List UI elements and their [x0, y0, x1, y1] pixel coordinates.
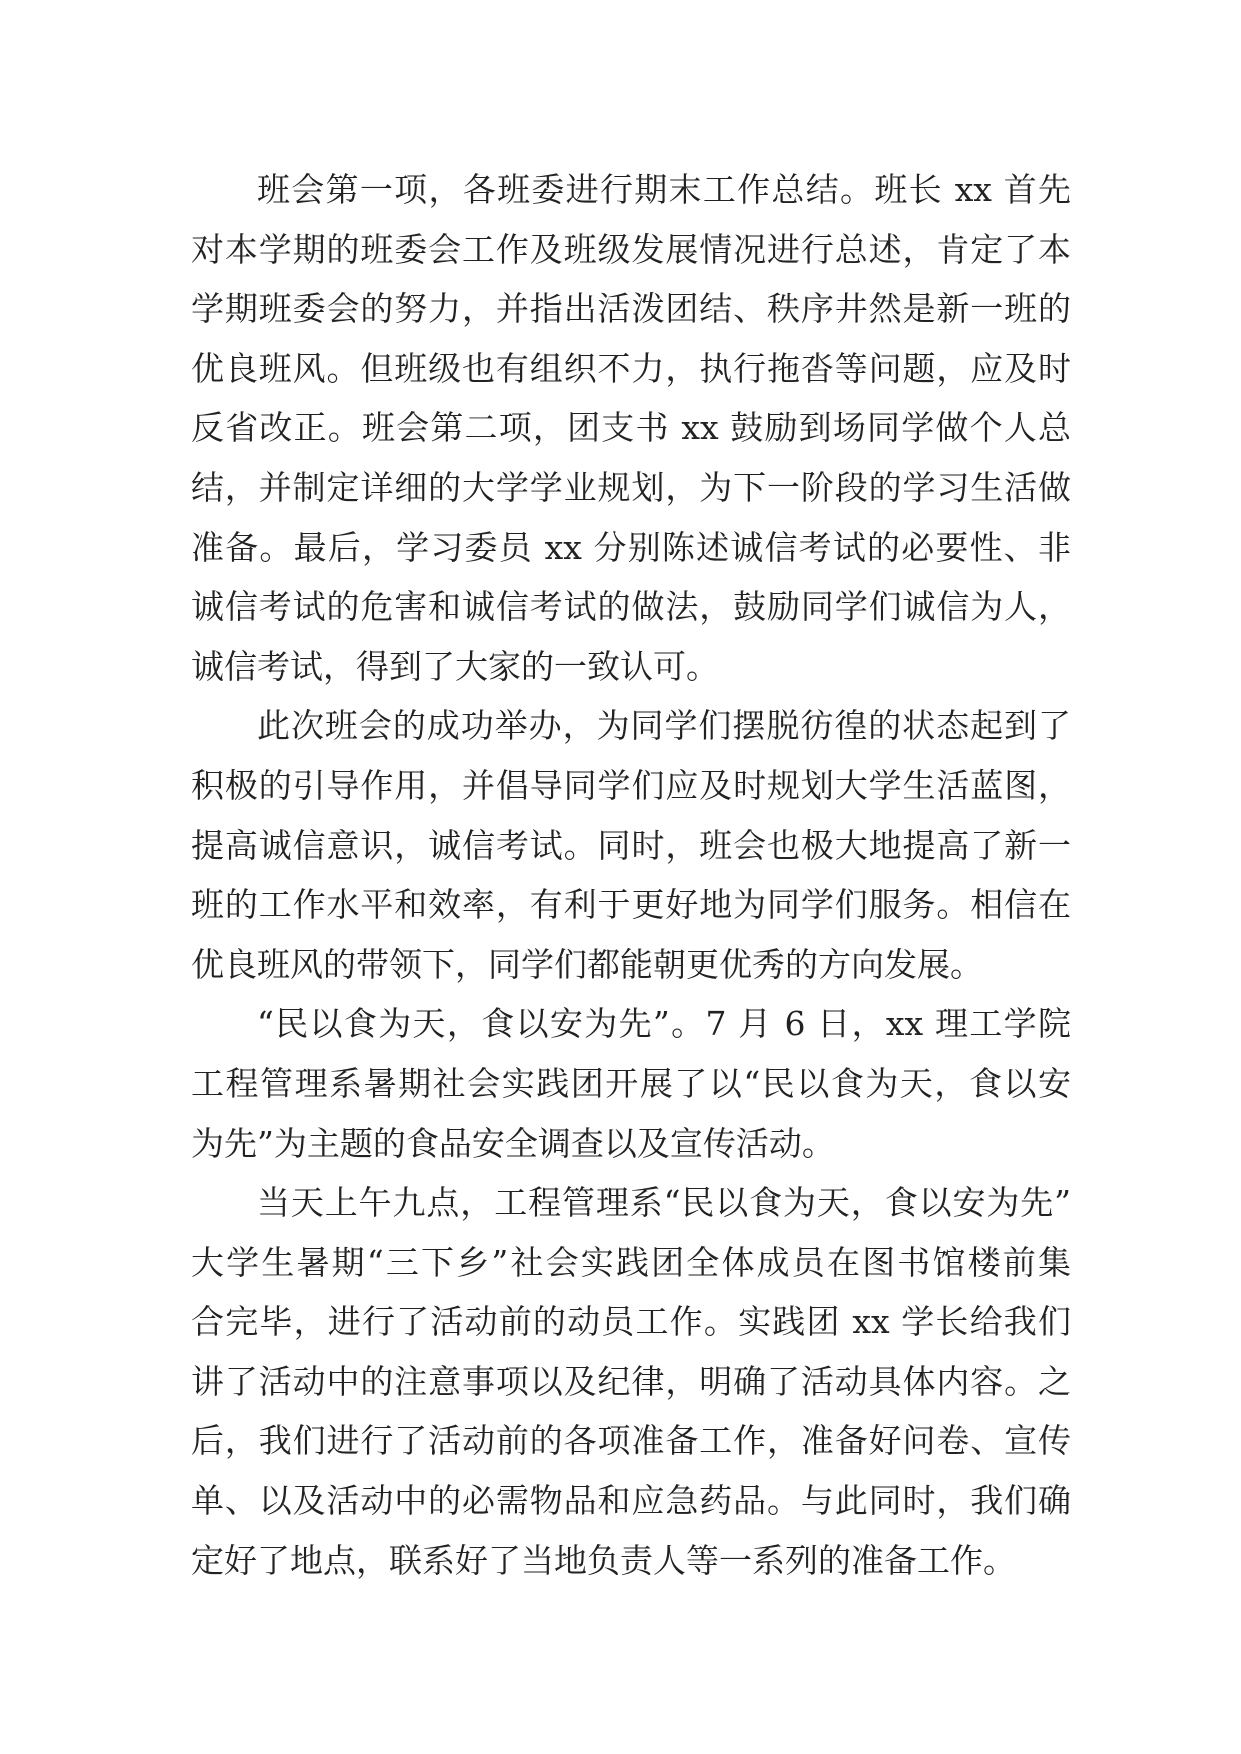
text-line: 合完毕，进行了活动前的动员工作。实践团 xx 学长给我们	[191, 1302, 1071, 1342]
text-line: 定好了地点，联系好了当地负责人等一系列的准备工作。	[191, 1540, 1016, 1580]
paragraph-4	[191, 1173, 1071, 1590]
text-line: 结，并制定详细的大学学业规划，为下一阶段的学习生活做	[191, 467, 1071, 507]
text-line: 诚信考试，得到了大家的一致认可。	[191, 646, 719, 686]
text-line: 提高诚信意识，诚信考试。同时，班会也极大地提高了新一	[191, 825, 1071, 865]
text-line: 班会第一项，各班委进行期末工作总结。班长 xx 首先	[257, 170, 1071, 209]
text-line: 对本学期的班委会工作及班级发展情况进行总述，肯定了本	[191, 229, 1071, 269]
document-body	[191, 160, 1071, 1590]
text-line: 为先”为主题的食品安全调查以及宣传活动。	[191, 1123, 835, 1163]
text-line: 大学生暑期“三下乡”社会实践团全体成员在图书馆楼前集	[191, 1242, 1071, 1282]
paragraph-2	[191, 696, 1071, 994]
text-line: 当天上午九点，工程管理系“民以食为天，食以安为先”	[257, 1183, 1071, 1223]
text-line: 优良班风。但班级也有组织不力，执行拖沓等问题，应及时	[191, 348, 1071, 388]
text-line: 讲了活动中的注意事项以及纪律，明确了活动具体内容。之	[191, 1361, 1071, 1401]
text-line: 反省改正。班会第二项，团支书 xx 鼓励到场同学做个人总	[191, 408, 1071, 448]
paragraph-1	[191, 160, 1071, 696]
text-line: 诚信考试的危害和诚信考试的做法，鼓励同学们诚信为人，	[191, 587, 1071, 627]
text-line: 后，我们进行了活动前的各项准备工作，准备好问卷、宣传	[191, 1421, 1071, 1461]
text-line: “民以食为天，食以安为先”。7 月 6 日，xx 理工学院	[257, 1004, 1071, 1044]
text-line: 积极的引导作用，并倡导同学们应及时规划大学生活蓝图，	[191, 765, 1071, 805]
text-line: 准备。最后，学习委员 xx 分别陈述诚信考试的必要性、非	[191, 527, 1071, 567]
text-line: 优良班风的带领下，同学们都能朝更优秀的方向发展。	[191, 944, 983, 984]
text-line: 班的工作水平和效率，有利于更好地为同学们服务。相信在	[191, 885, 1071, 925]
text-line: 此次班会的成功举办，为同学们摆脱彷徨的状态起到了	[257, 706, 1071, 746]
text-line: 学期班委会的努力，并指出活泼团结、秩序井然是新一班的	[191, 289, 1071, 329]
text-line: 单、以及活动中的必需物品和应急药品。与此同时，我们确	[191, 1481, 1071, 1521]
paragraph-3	[191, 994, 1071, 1173]
text-line: 工程管理系暑期社会实践团开展了以“民以食为天，食以安	[191, 1063, 1071, 1103]
